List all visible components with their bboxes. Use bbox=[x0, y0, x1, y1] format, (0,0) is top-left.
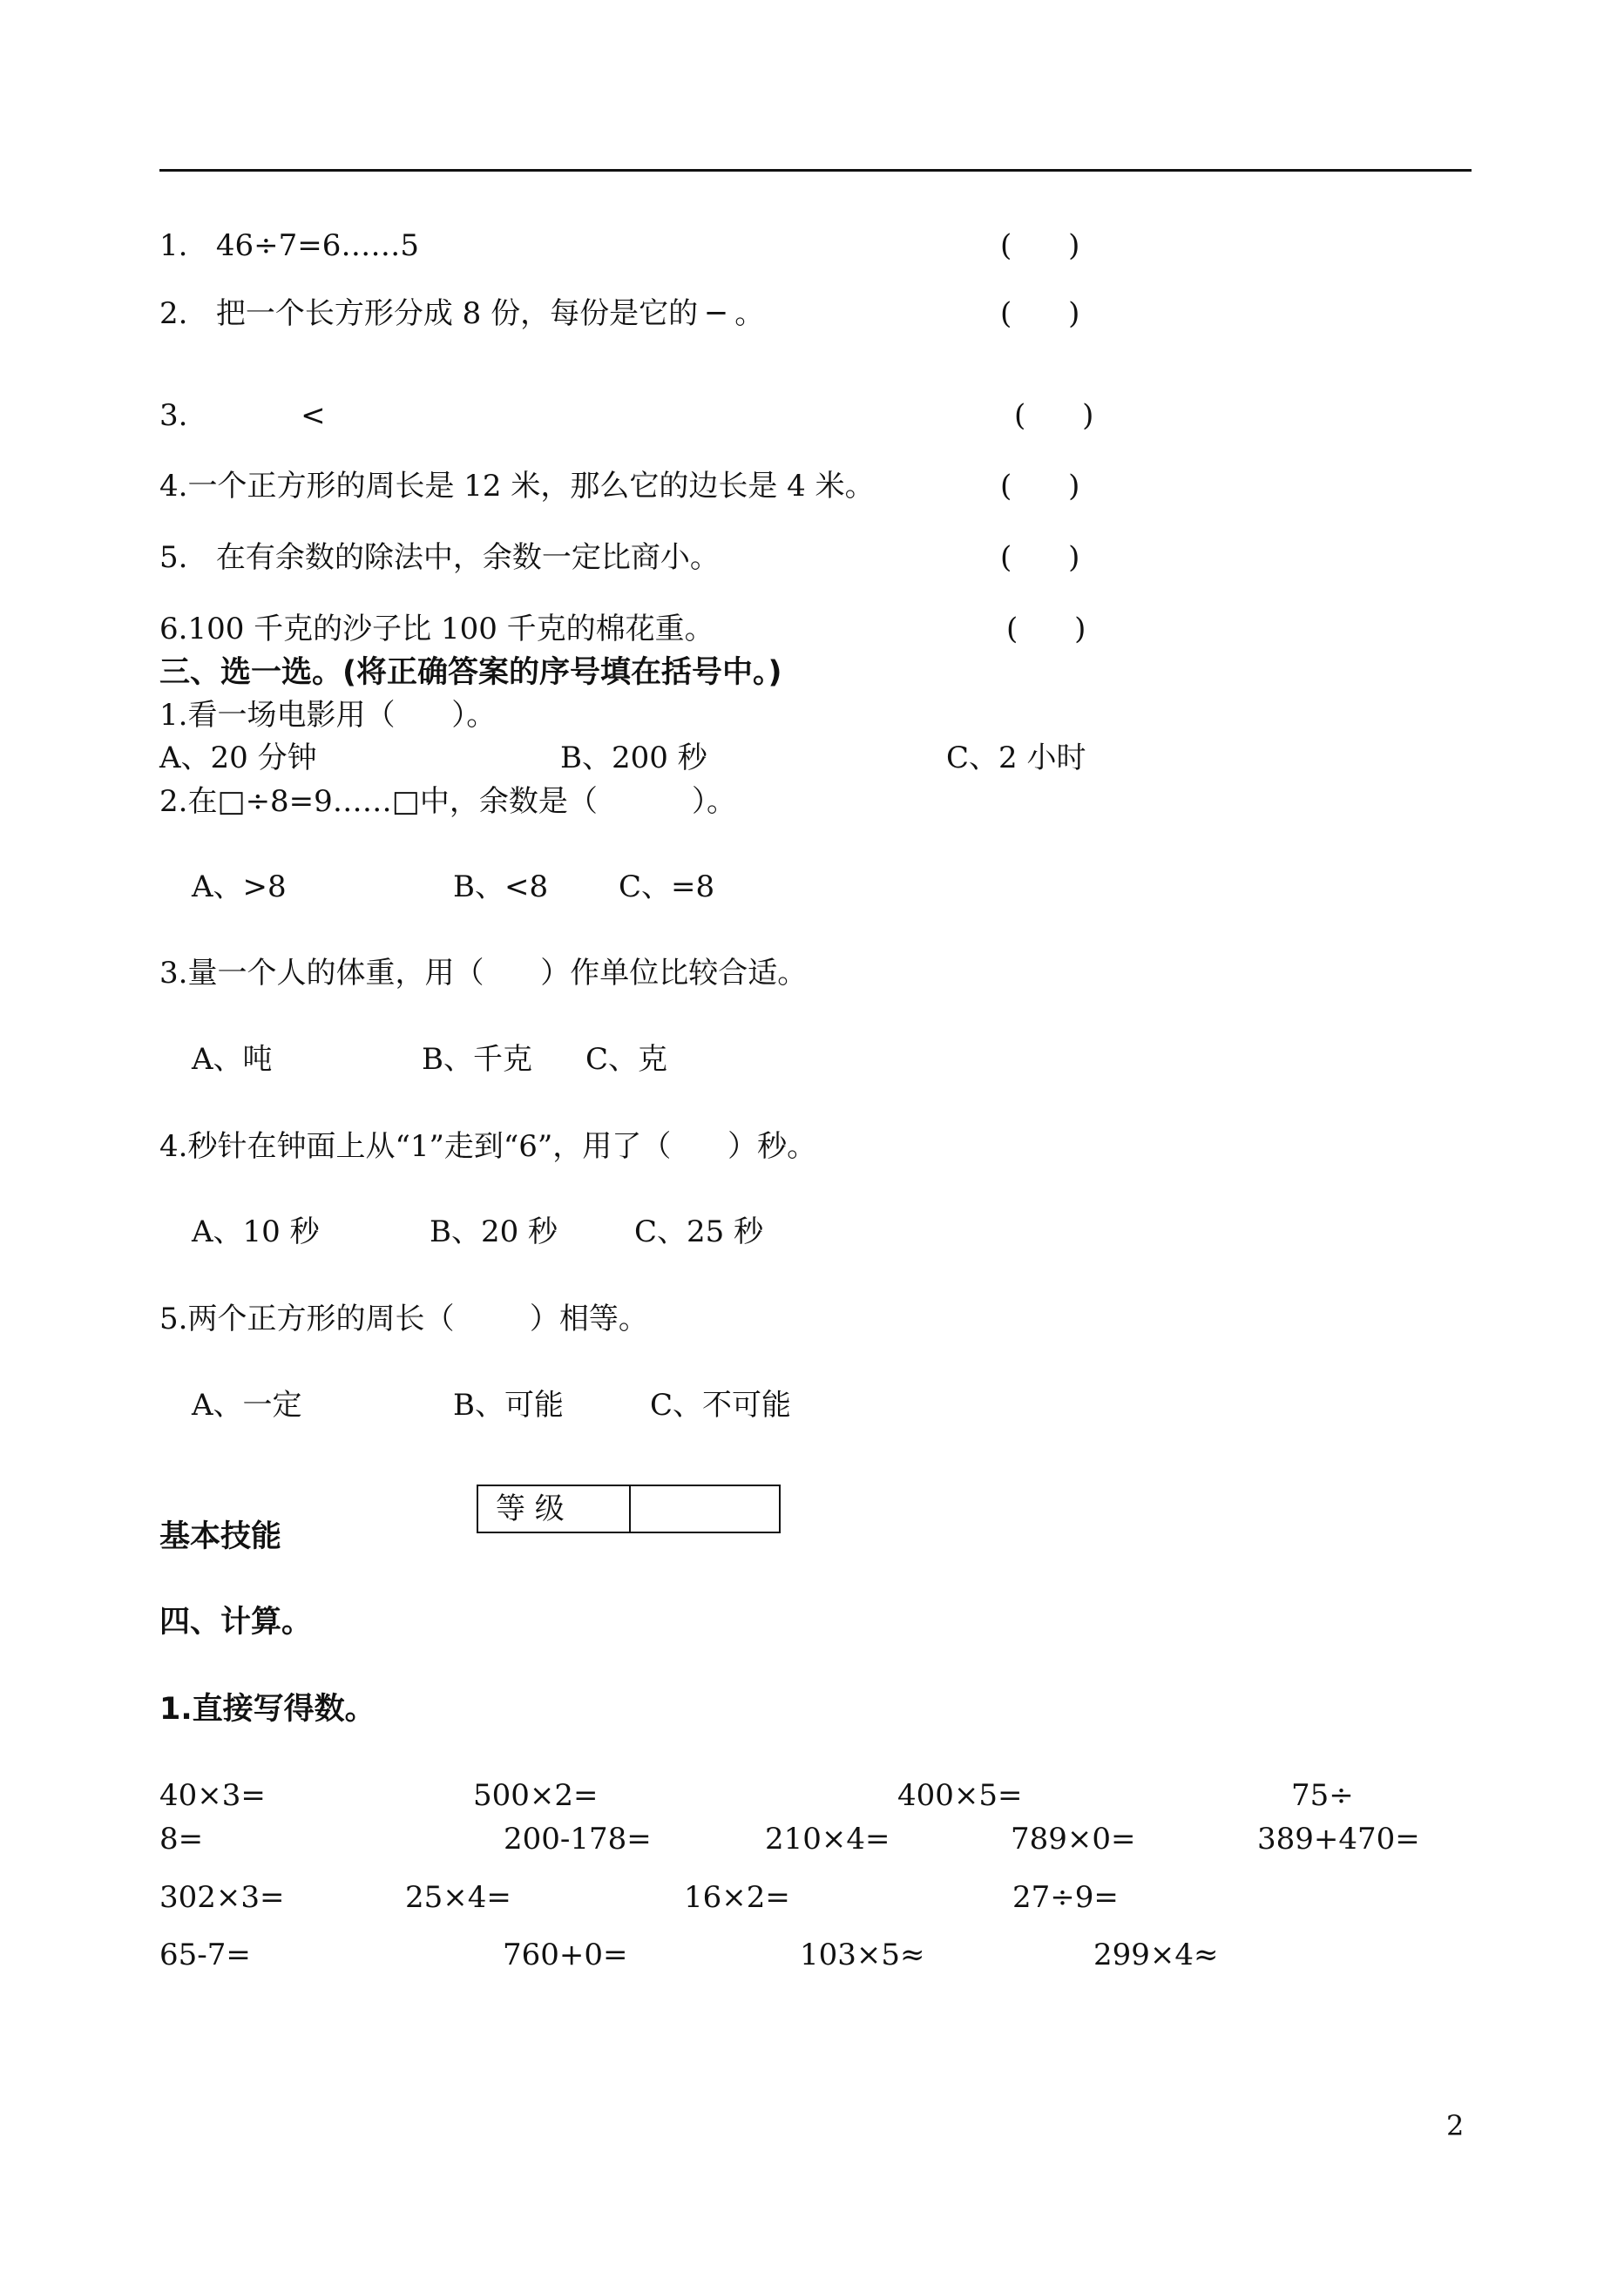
calc-r3-c1: 302×3= bbox=[159, 1880, 285, 1915]
calc-r2-c5: 389+470= bbox=[1257, 1822, 1420, 1857]
choice-question-2: 2.在□÷8=9……□中，余数是（ ）。 bbox=[159, 784, 737, 819]
section-4-sub-1: 1.直接写得数。 bbox=[159, 1692, 376, 1727]
q5-option-c[interactable]: C、不可能 bbox=[650, 1388, 792, 1423]
grade-box bbox=[477, 1485, 781, 1533]
calc-r1-c2: 500×2= bbox=[473, 1778, 599, 1813]
page-number: 2 bbox=[1446, 2109, 1465, 2142]
header-rule bbox=[159, 169, 1472, 172]
calc-r2-c1: 8= bbox=[159, 1822, 204, 1857]
calc-r1-c4: 75÷ bbox=[1291, 1778, 1354, 1813]
q2-option-a[interactable]: A、>8 bbox=[192, 869, 287, 904]
q4-option-c[interactable]: C、25 秒 bbox=[634, 1214, 764, 1249]
choice-question-3: 3.量一个人的体重，用（ ）作单位比较合适。 bbox=[159, 956, 808, 991]
q1-option-a[interactable]: A、20 分钟 bbox=[159, 741, 317, 775]
calc-r3-c4: 27÷9= bbox=[1012, 1880, 1119, 1915]
choice-question-1: 1.看一场电影用（ ）。 bbox=[159, 698, 497, 733]
q1-option-c[interactable]: C、2 小时 bbox=[946, 741, 1086, 775]
judge-answer-1[interactable]: ( ) bbox=[1000, 228, 1080, 263]
calc-r4-c3: 103×5≈ bbox=[800, 1938, 925, 1972]
judge-item-4: 4.一个正方形的周长是 12 米，那么它的边长是 4 米。 bbox=[159, 469, 875, 504]
section-3-title: 三、选一选。(将正确答案的序号填在括号中。) bbox=[159, 655, 782, 690]
choice-question-5: 5.两个正方形的周长（ ）相等。 bbox=[159, 1302, 648, 1336]
q4-option-b[interactable]: B、20 秒 bbox=[430, 1214, 558, 1249]
basic-skills-heading: 基本技能 bbox=[159, 1519, 282, 1554]
grade-label: 等 级 bbox=[478, 1486, 631, 1532]
q4-option-a[interactable]: A、10 秒 bbox=[192, 1214, 320, 1249]
judge-answer-3[interactable]: ( ) bbox=[1014, 398, 1094, 433]
q5-option-b[interactable]: B、可能 bbox=[453, 1388, 564, 1423]
judge-item-1: 1. 46÷7=6……5 bbox=[159, 228, 419, 263]
choice-question-4: 4.秒针在钟面上从“1”走到“6”，用了（ ）秒。 bbox=[159, 1129, 817, 1164]
calc-r2-c3: 210×4= bbox=[765, 1822, 890, 1857]
calc-r3-c2: 25×4= bbox=[405, 1880, 511, 1915]
calc-r1-c3: 400×5= bbox=[897, 1778, 1023, 1813]
judge-item-6: 6.100 千克的沙子比 100 千克的棉花重。 bbox=[159, 612, 714, 646]
judge-item-5: 5. 在有余数的除法中，余数一定比商小。 bbox=[159, 540, 720, 575]
grade-value-cell[interactable] bbox=[631, 1486, 779, 1532]
judge-answer-2[interactable]: ( ) bbox=[1000, 296, 1080, 331]
q1-option-b[interactable]: B、200 秒 bbox=[560, 741, 707, 775]
calc-r3-c3: 16×2= bbox=[684, 1880, 790, 1915]
calc-r4-c1: 65-7= bbox=[159, 1938, 251, 1972]
q5-option-a[interactable]: A、一定 bbox=[192, 1388, 302, 1423]
calc-r2-c4: 789×0= bbox=[1011, 1822, 1136, 1857]
section-4-title: 四、计算。 bbox=[159, 1605, 313, 1640]
judge-answer-4[interactable]: ( ) bbox=[1000, 469, 1080, 504]
q3-option-a[interactable]: A、吨 bbox=[192, 1042, 273, 1077]
q3-option-b[interactable]: B、千克 bbox=[422, 1042, 532, 1077]
calc-r4-c2: 760+0= bbox=[503, 1938, 628, 1972]
judge-item-3: 3. < bbox=[159, 398, 326, 433]
judge-item-2: 2. 把一个长方形分成 8 份，每份是它的 ─ 。 bbox=[159, 296, 765, 331]
q2-option-b[interactable]: B、<8 bbox=[453, 869, 549, 904]
calc-r4-c4: 299×4≈ bbox=[1093, 1938, 1219, 1972]
calc-r2-c2: 200-178= bbox=[504, 1822, 652, 1857]
q3-option-c[interactable]: C、克 bbox=[585, 1042, 668, 1077]
q2-option-c[interactable]: C、=8 bbox=[619, 869, 715, 904]
judge-answer-5[interactable]: ( ) bbox=[1000, 540, 1080, 575]
calc-r1-c1: 40×3= bbox=[159, 1778, 266, 1813]
judge-answer-6[interactable]: ( ) bbox=[1006, 612, 1086, 646]
